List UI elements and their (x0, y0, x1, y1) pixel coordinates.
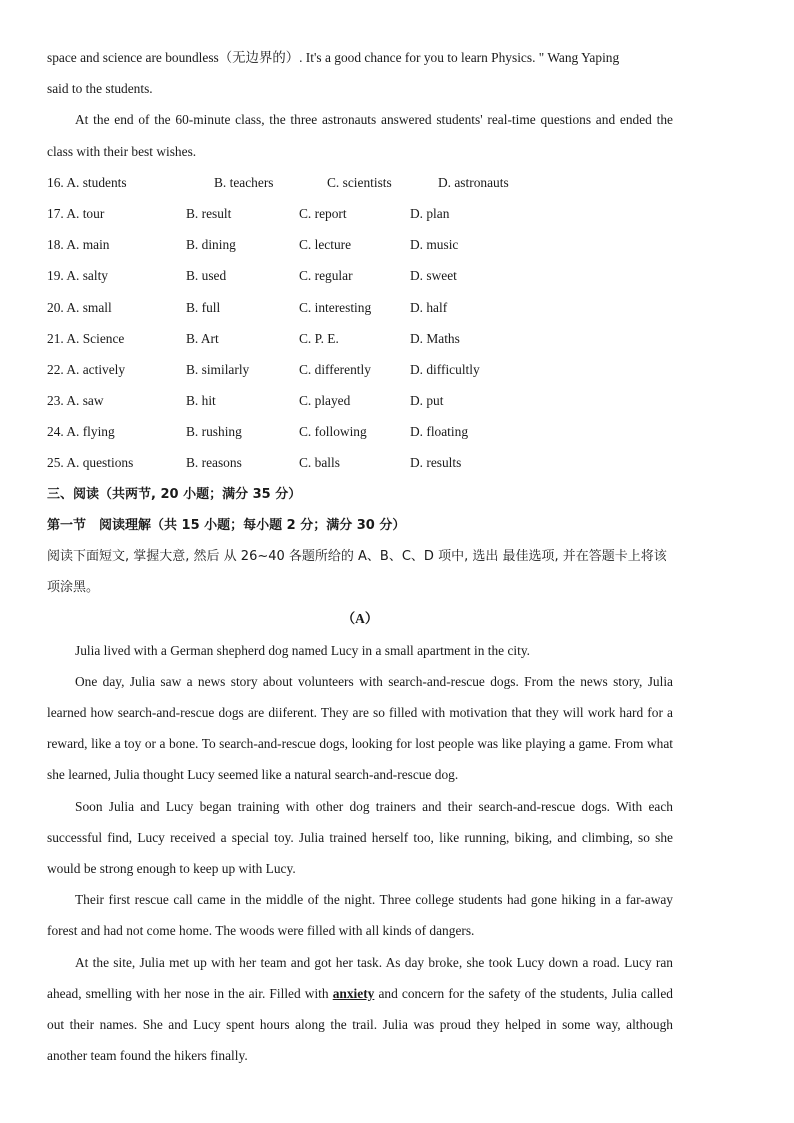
option-b: B. full (186, 299, 221, 315)
option-row-25 (47, 447, 673, 478)
option-a: 20. A. small (47, 299, 112, 315)
option-a: 22. A. actively (47, 361, 126, 377)
option-c: C. differently (299, 361, 371, 377)
passage-paragraph-5 (47, 947, 673, 1072)
option-b: B. used (186, 268, 227, 284)
option-a: 24. A. flying (47, 424, 115, 440)
passage-paragraph-4: Their first rescue call came in the middle of the night. Three college students had gone hiking in a far-away forest and had not come home. The woods were filled with all kinds of dangers. (47, 892, 673, 939)
passage-paragraph-3: Soon Julia and Lucy began training with other dog trainers and their search-and-rescue dogs. With each successful find, Lucy received a special toy. Julia trained herself too, like running, biking, and climbing, so she would be strong enough to keep up with Lucy. (47, 798, 673, 877)
option-b: B. similarly (186, 361, 250, 377)
section-instructions: 阅读下面短文, 掌握大意, 然后 从 26~40 各题所给的 A、B、C、D 项中, 选出 最佳选项, 并在答题卡上将该项涂黑。 (47, 549, 667, 596)
option-a: 19. A. salty (47, 268, 109, 284)
option-c: C. interesting (299, 299, 372, 315)
option-c: C. balls (299, 455, 340, 471)
option-d: D. results (410, 455, 462, 471)
option-row-21 (47, 323, 673, 354)
option-d: D. plan (410, 205, 450, 221)
option-a: 17. A. tour (47, 205, 105, 221)
section-subtitle: 第一节 阅读理解（共 15 小题；每小题 2 分；满分 30 分） (47, 517, 406, 533)
option-c: C. scientists (327, 174, 392, 190)
option-row-24 (47, 416, 673, 447)
passage-text: At the site, Julia met up with her team and got her task. As day broke, she took Lucy down a road. Lucy ran ahead, smelling with her nose in the air. Filled with (47, 954, 673, 1001)
option-c: C. following (299, 424, 367, 440)
option-c: C. report (299, 205, 347, 221)
option-row-18 (47, 229, 673, 260)
option-d: D. put (410, 393, 444, 409)
option-c: C. P. E. (299, 330, 339, 346)
option-row-20 (47, 292, 673, 323)
option-d: D. difficultly (410, 361, 480, 377)
option-row-19 (47, 260, 673, 291)
option-a: 21. A. Science (47, 330, 125, 346)
passage-text: and concern for the safety of the students, Julia called out their names. She and Lucy spent hours along the trail. Julia was proud they helped in some way, although another team found the hikers finally. (47, 985, 673, 1064)
intro-line-1: space and science are boundless（无边界的）. It's a good chance for you to learn Physics. " Wang Yaping (47, 50, 620, 65)
passage-paragraph-2: One day, Julia saw a news story about volunteers with search-and-rescue dogs. From the news story, Julia learned how search-and-rescue dogs are diiferent. They are so filled with motivation that they will work hard for a reward, like a toy or a bone. To search-and-rescue dogs, looking for lost people was like playing a game. From what she learned, Julia thought Lucy seemed like a natural search-and-rescue dog. (47, 673, 673, 783)
option-row-23 (47, 385, 673, 416)
option-c: C. regular (299, 268, 353, 284)
option-a: 25. A. questions (47, 455, 134, 471)
option-a: 16. A. students (47, 174, 127, 190)
option-c: C. lecture (299, 237, 352, 253)
option-d: D. half (410, 299, 448, 315)
option-row-16 (47, 167, 673, 198)
option-b: B. Art (186, 330, 219, 346)
option-b: B. reasons (186, 455, 242, 471)
intro-line-2: said to the students. (47, 81, 153, 97)
option-b: B. dining (186, 237, 236, 253)
option-a: 18. A. main (47, 237, 110, 253)
option-b: B. teachers (214, 174, 274, 190)
option-d: D. astronauts (438, 174, 509, 190)
option-d: D. Maths (410, 330, 460, 346)
section-title: 三、阅读（共两节, 20 小题；满分 35 分） (47, 486, 302, 502)
option-b: B. result (186, 205, 232, 221)
passage-label: （A） (341, 611, 379, 627)
option-c: C. played (299, 393, 351, 409)
option-d: D. sweet (410, 268, 457, 284)
option-d: D. floating (410, 424, 469, 440)
intro-paragraph-2: At the end of the 60-minute class, the three astronauts answered students' real-time questions and ended the class with their best wishes. (47, 112, 673, 159)
option-a: 23. A. saw (47, 393, 104, 409)
option-b: B. hit (186, 393, 216, 409)
keyword-anxiety: anxiety (332, 985, 375, 1001)
passage-paragraph-1: Julia lived with a German shepherd dog named Lucy in a small apartment in the city. (75, 642, 531, 658)
option-b: B. rushing (186, 424, 242, 440)
option-row-22 (47, 354, 673, 385)
options-list (47, 167, 673, 479)
option-row-17 (47, 198, 673, 229)
document-page (47, 42, 673, 1071)
option-d: D. music (410, 237, 459, 253)
